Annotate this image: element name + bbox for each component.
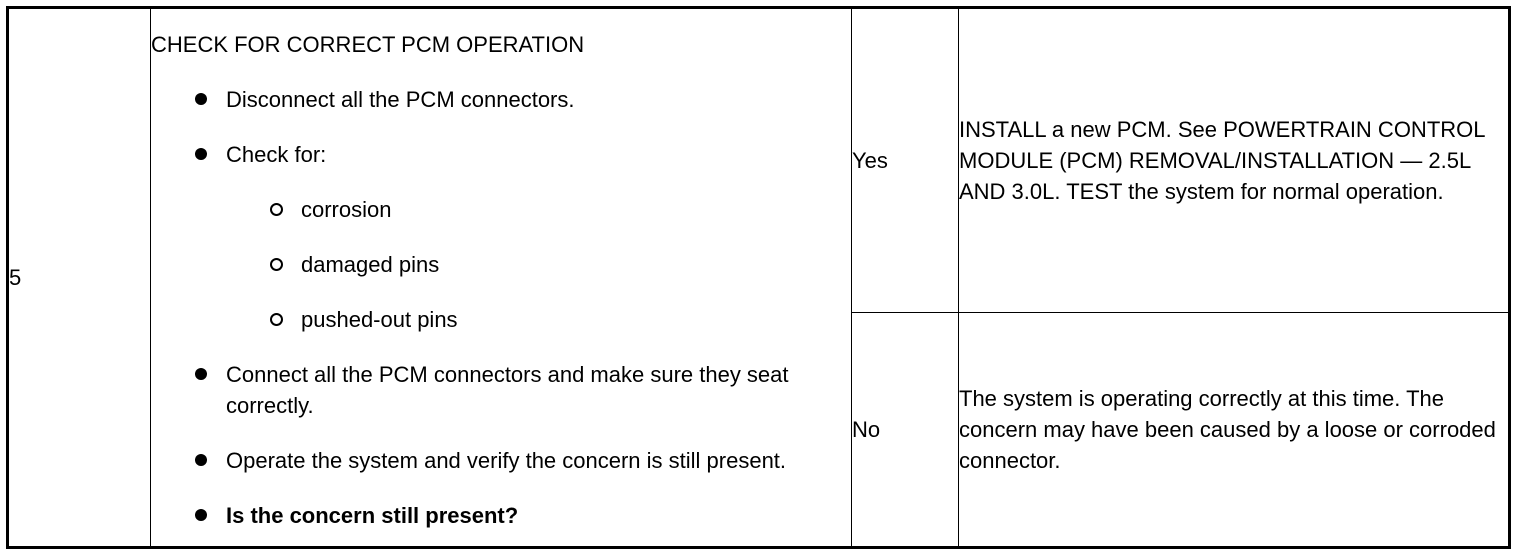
diagnostic-step-table (6, 6, 1511, 549)
step-actions-cell (151, 8, 852, 548)
action-check-for-label: Check for: (226, 142, 327, 167)
yes-result-text: INSTALL a new PCM. See POWERTRAIN CONTROL MODULE (PCM) REMOVAL/INSTALLATION — 2.5L AND 3.0L. TEST the system for normal operation. (959, 117, 1485, 204)
check-corrosion: corrosion (226, 194, 851, 225)
no-result-text: The system is operating correctly at this time. The concern may have been caused by a loose or corroded connector. (959, 386, 1496, 473)
yes-result-cell (959, 8, 1510, 313)
no-label: No (852, 313, 959, 548)
action-disconnect-connectors: Disconnect all the PCM connectors. (151, 84, 851, 115)
check-sub-list (226, 194, 851, 335)
table-row (8, 8, 1510, 313)
check-damaged-pins: damaged pins (226, 249, 851, 280)
action-check-for (151, 139, 851, 335)
step-heading: CHECK FOR CORRECT PCM OPERATION (151, 32, 585, 57)
check-pushed-out-pins: pushed-out pins (226, 304, 851, 335)
step-number: 5 (8, 8, 151, 548)
action-operate-system: Operate the system and verify the concern is still present. (151, 445, 851, 476)
question-concern-present: Is the concern still present? (151, 500, 851, 531)
no-result-cell (959, 313, 1510, 548)
action-list (151, 84, 851, 531)
action-connect-connectors: Connect all the PCM connectors and make sure they seat correctly. (151, 359, 851, 421)
yes-label: Yes (852, 8, 959, 313)
